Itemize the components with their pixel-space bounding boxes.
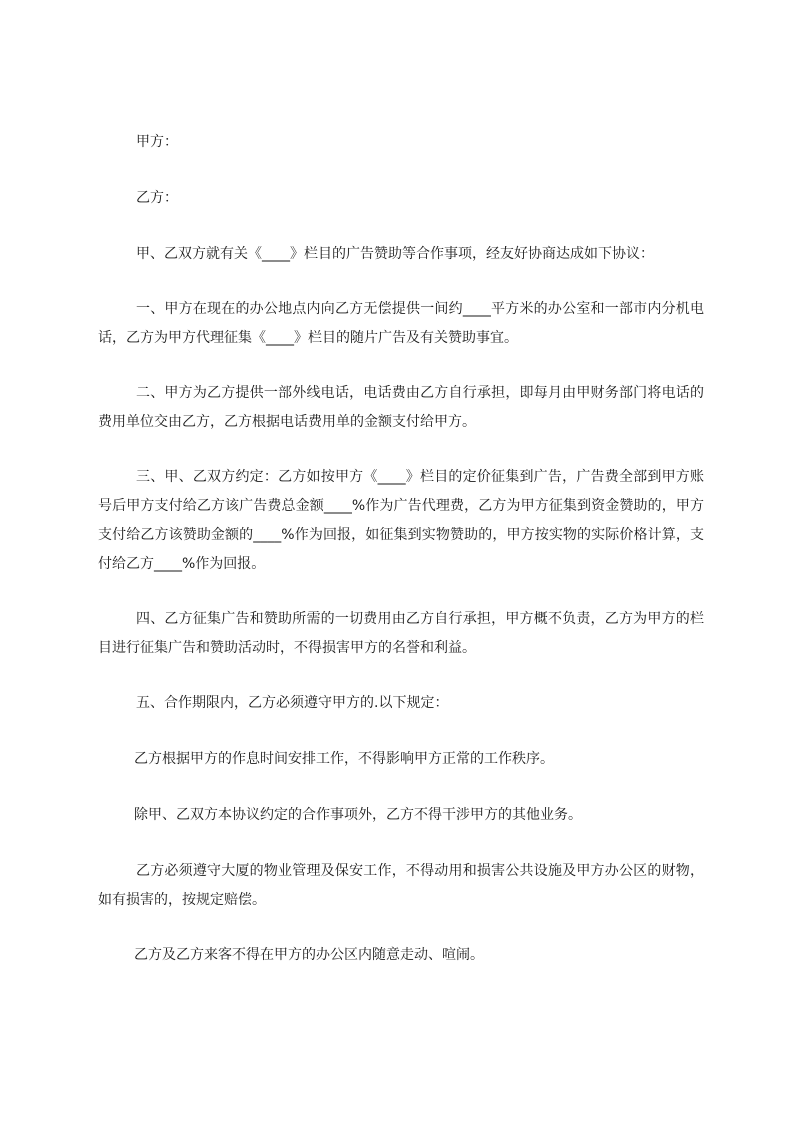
intro-paragraph: 甲、乙双方就有关《____》栏目的广告赞助等合作事项，经友好协商达成如下协议： <box>136 246 654 262</box>
clause-3-paragraph: 三、甲、乙双方约定：乙方如按甲方《____》栏目的定价征集到广告，广告费全部到甲方账号后甲方支付给乙方该广告费总金额____%作为广告代理费，乙方为甲方征集到资金赞助的，甲方支付给乙方该赞助金额的____%作为回报，如征集到实物赞助的，甲方按实物的实际价格计算，支付给乙方____%作为回报。 <box>98 469 704 572</box>
clause-1-paragraph: 一、甲方在现在的办公地点内向乙方无偿提供一间约____平方米的办公室和一部市内分机电话，乙方为甲方代理征集《____》栏目的随片广告及有关赞助事宜。 <box>98 301 704 346</box>
rule-1-paragraph: 乙方根据甲方的作息时间安排工作，不得影响甲方正常的工作秩序。 <box>134 751 554 767</box>
rule-2-paragraph: 除甲、乙双方本协议约定的合作事项外，乙方不得干涉甲方的其他业务。 <box>134 807 582 823</box>
party-b-line: 乙方： <box>136 190 178 206</box>
rule-4-paragraph: 乙方及乙方来客不得在甲方的办公区内随意走动、喧闹。 <box>134 947 484 963</box>
agreement-body <box>98 128 704 970</box>
clause-2-paragraph: 二、甲方为乙方提供一部外线电话，电话费由乙方自行承担，即每月由甲财务部门将电话的费用单位交由乙方，乙方根据电话费用单的金额支付给甲方。 <box>98 385 704 430</box>
rule-3-paragraph: 乙方必须遵守大厦的物业管理及保安工作，不得动用和损害公共设施及甲方办公区的财物，如有损害的，按规定赔偿。 <box>98 863 704 908</box>
party-a-line: 甲方： <box>136 134 178 150</box>
clause-4-paragraph: 四、乙方征集广告和赞助所需的一切费用由乙方自行承担，甲方概不负责，乙方为甲方的栏目进行征集广告和赞助活动时，不得损害甲方的名誉和利益。 <box>98 611 704 656</box>
clause-5-heading: 五、合作期限内，乙方必须遵守甲方的.以下规定： <box>136 695 449 711</box>
